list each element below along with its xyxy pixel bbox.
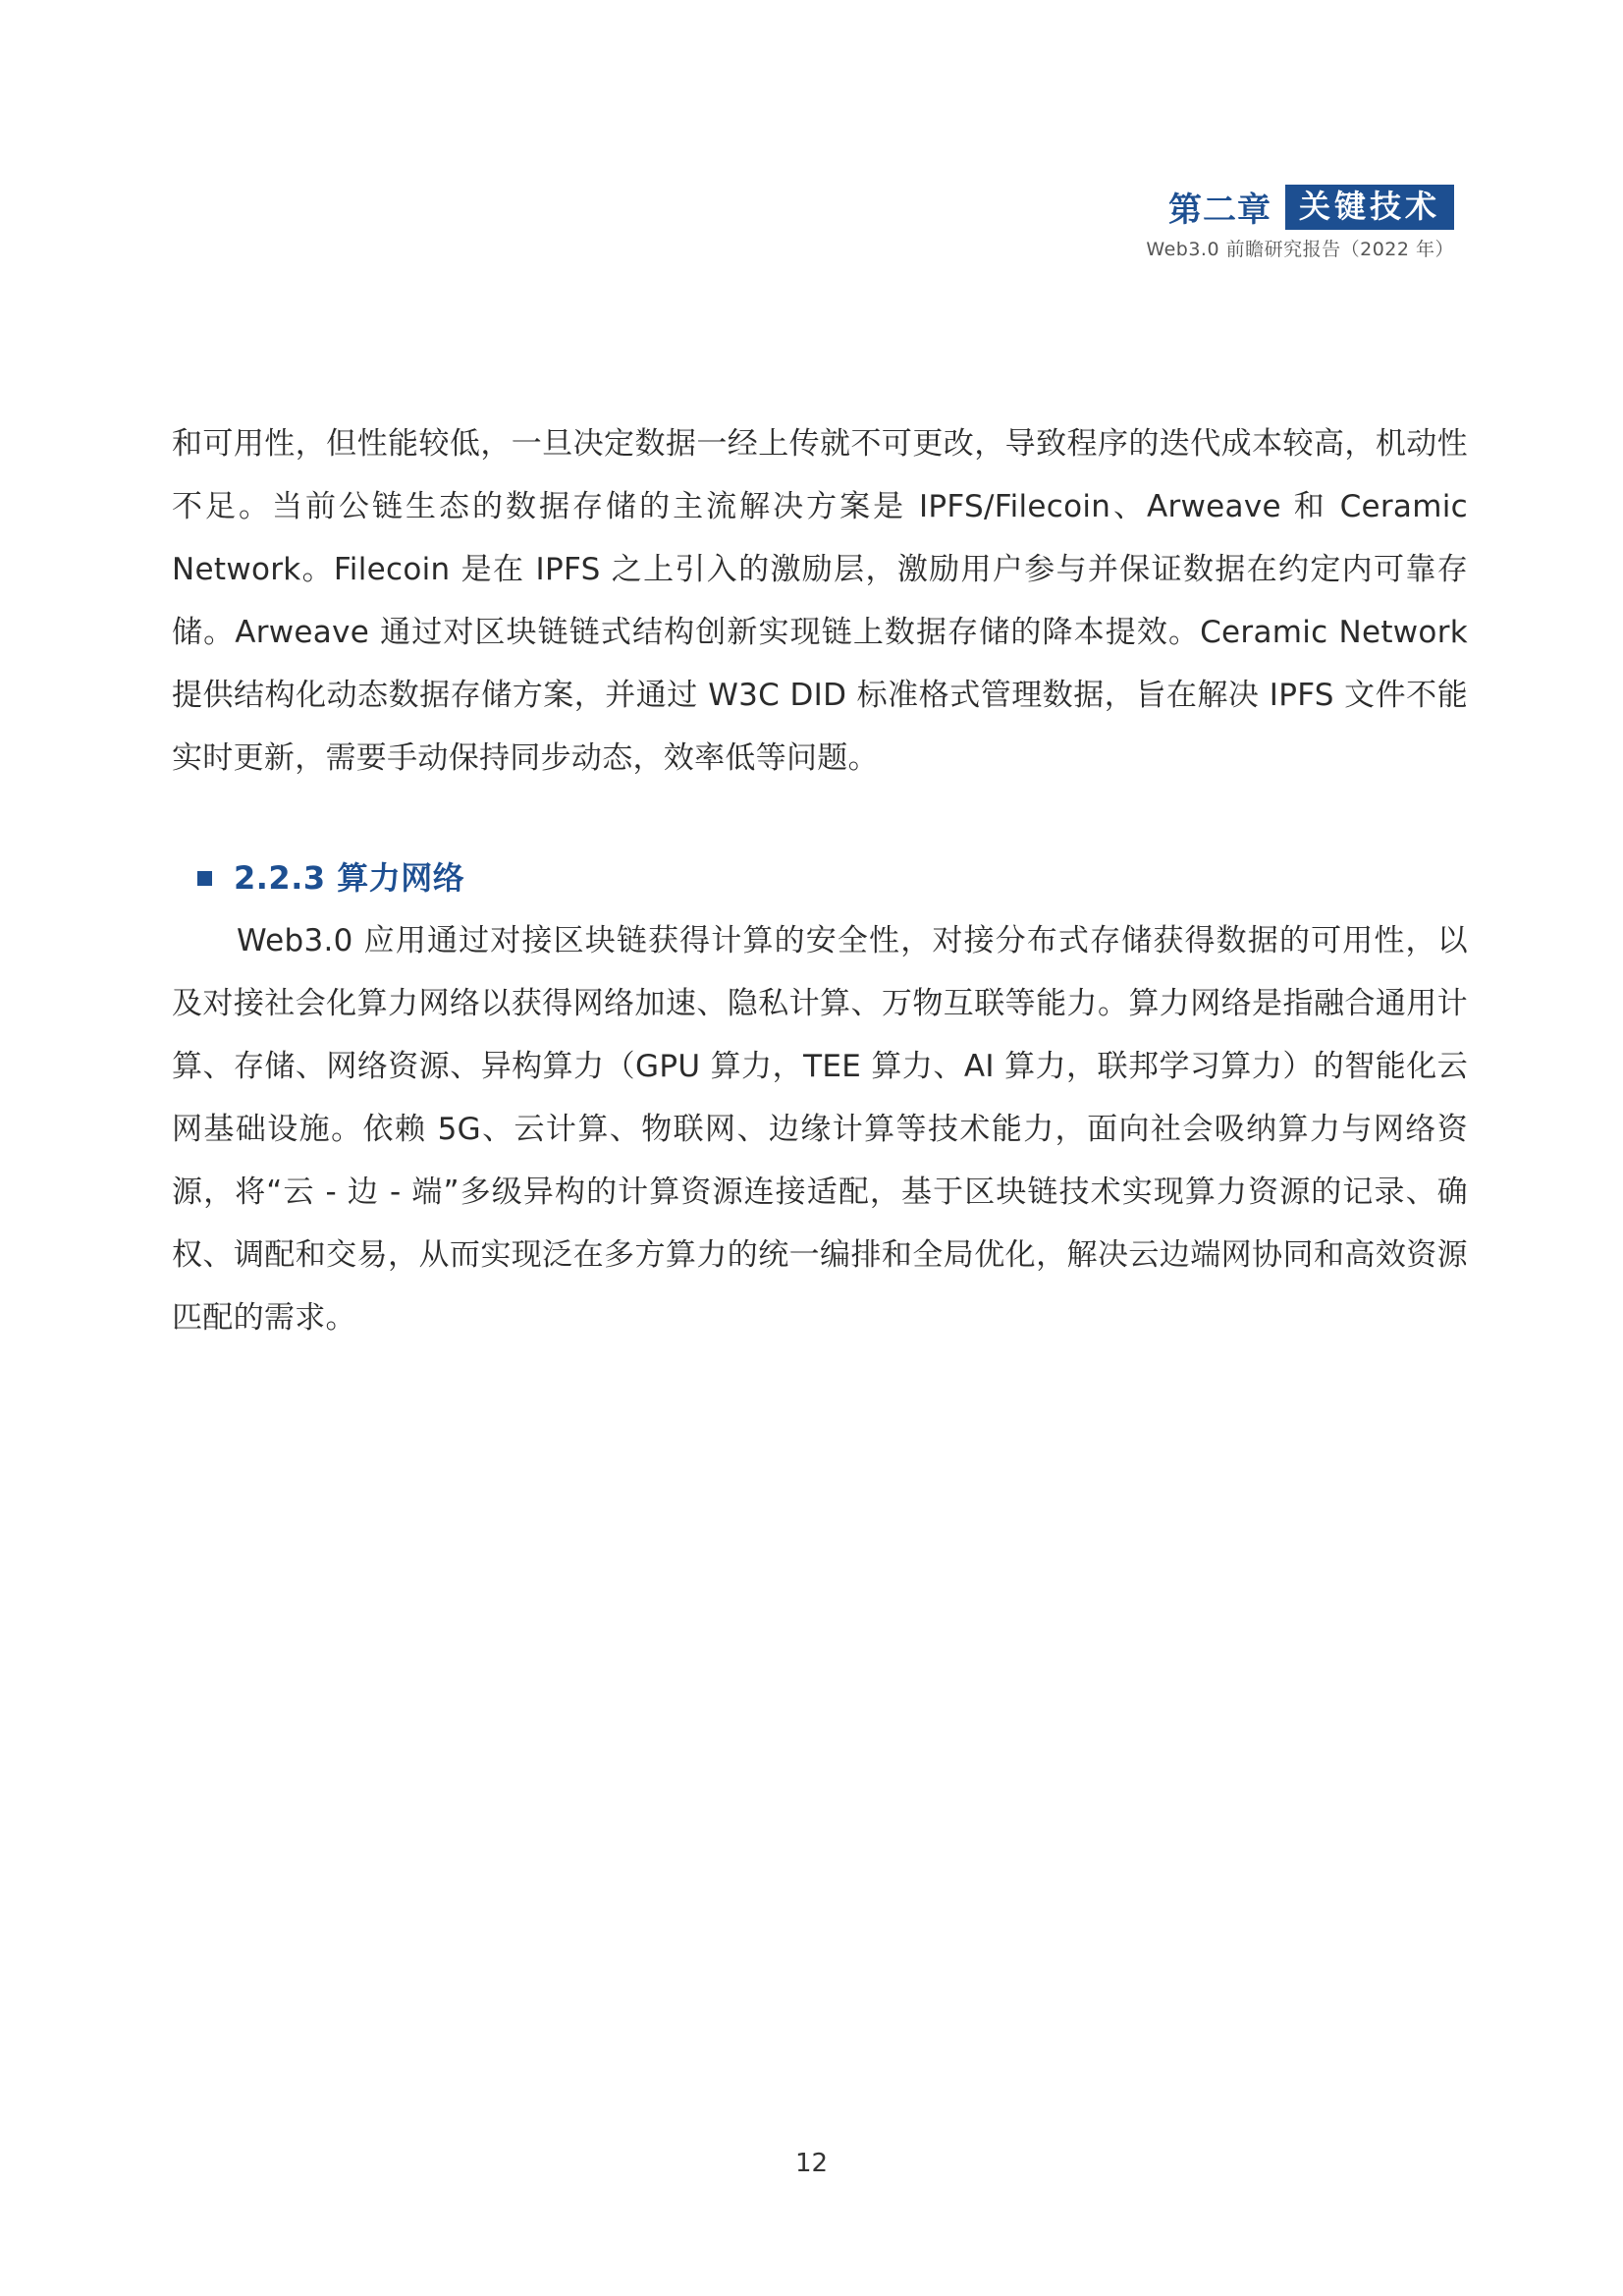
chapter-name-badge: 关键技术 [1285, 185, 1454, 230]
square-bullet-icon [197, 871, 212, 886]
body-paragraph: 和可用性，但性能较低，一旦决定数据一经上传就不可更改，导致程序的迭代成本较高，机动性不足。当前公链生态的数据存储的主流解决方案是 IPFS/Filecoin、Arweave 和 Ceramic Network。Filecoin 是在 IPFS 之上引入的激励层，激励用户参与并保证数据在约定内可靠存储。Arweave 通过对区块链链式结构创新实现链上数据存储的降本提效。Ceramic Network 提供结构化动态数据存储方案，并通过 W3C DID 标准格式管理数据，旨在解决 IPFS 文件不能实时更新，需要手动保持同步动态，效率低等问题。 [172, 426, 1468, 776]
chapter-title-row [1146, 183, 1454, 231]
page-body [172, 412, 1468, 1349]
running-header [1146, 183, 1454, 261]
page-number: 12 [794, 2149, 829, 2178]
section-heading-text: 2.2.3 算力网络 [234, 859, 465, 897]
chapter-number: 第二章 [1167, 191, 1271, 230]
report-subtitle: Web3.0 前瞻研究报告（2022 年） [1146, 239, 1454, 260]
section-paragraph: Web3.0 应用通过对接区块链获得计算的安全性，对接分布式存储获得数据的可用性，以及对接社会化算力网络以获得网络加速、隐私计算、万物互联等能力。算力网络是指融合通用计算、存储、网络资源、异构算力（GPU 算力，TEE 算力、AI 算力，联邦学习算力）的智能化云网基础设施。依赖 5G、云计算、物联网、边缘计算等技术能力，面向社会吸纳算力与网络资源，将“云 - 边 - 端”多级异构的计算资源连接适配，基于区块链技术实现算力资源的记录、确权、调配和交易，从而实现泛在多方算力的统一编排和全局优化，解决云边端网协同和高效资源匹配的需求。 [172, 923, 1468, 1336]
section-heading [197, 850, 1468, 905]
